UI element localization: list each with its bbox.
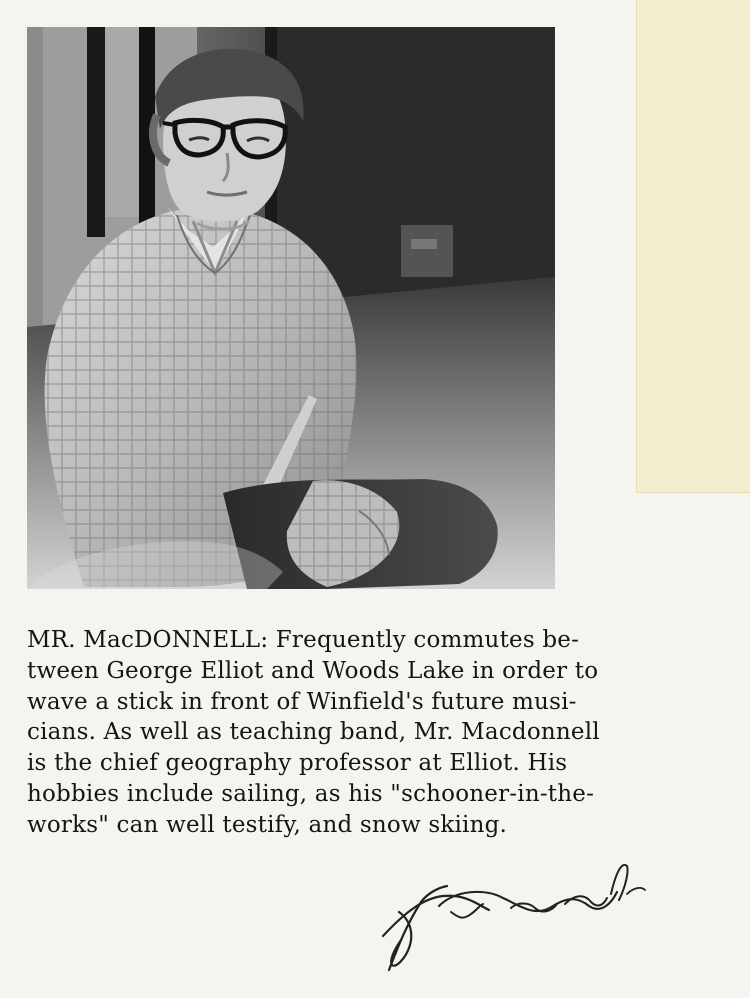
caption-line: cians. As well as teaching band, Mr. Macdonnell (27, 719, 600, 746)
caption-line: works" can well testify, and snow skiing. (27, 811, 508, 838)
caption-line: is the chief geography professor at Elliot. His (27, 750, 568, 777)
adjacent-page-edge (636, 0, 750, 493)
caption-line: wave a stick in front of Winfield's future musi- (27, 688, 577, 715)
handwritten-signature (365, 848, 655, 978)
caption-line: tween George Elliot and Woods Lake in order to (27, 657, 599, 684)
caption-text (27, 625, 739, 841)
caption-line: MR. MacDONNELL: Frequently commutes be- (27, 627, 580, 653)
portrait-photo (27, 27, 555, 589)
caption-line: hobbies include sailing, as his "schooner-in-the- (27, 780, 595, 807)
portrait-image (27, 27, 555, 589)
